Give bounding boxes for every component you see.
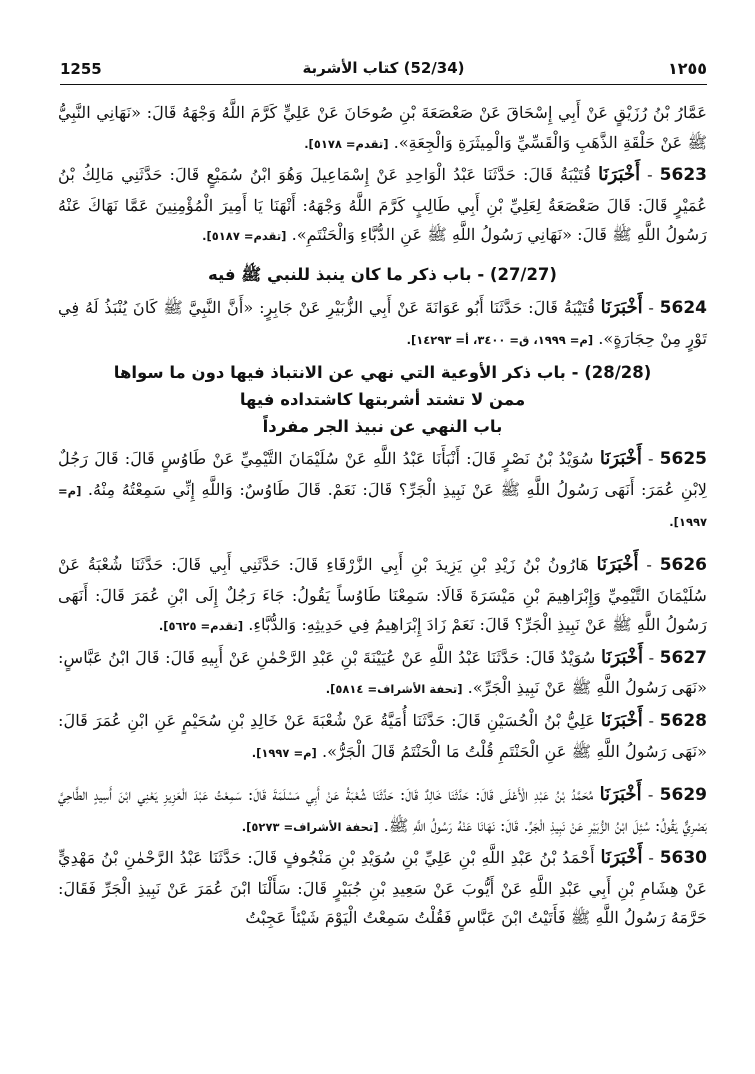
hadith-number: 5623 — [659, 165, 707, 186]
hadith-number: 5625 — [659, 449, 707, 470]
hadith-keyword: أَخْبَرَنَا — [601, 646, 644, 668]
page-number-arabic: ١٢٥٥ — [667, 59, 707, 78]
hadith-text: هَارُونُ بْنُ زَيْدِ بْنِ يَزِيدَ بْنِ أَبِي الزَّرْقَاءِ قَالَ: حَدَّثَنِي أَبِي قَالَ: حَدَّثَنَا شُعْبَةُ عَنْ سُلَيْمَانَ التَّيْمِيِّ وَإِبْرَاهِيمَ بْنِ مَيْسَرَةَ قَالَا: سَمِعْنَا طَاوُساً يَقُولُ: جَاءَ رَجُلٌ إِلَى ابْنِ عُمَرَ قَالَ: أَنَهَى رَسُولُ اللَّهِ ﷺ عَنْ نَبِيذِ الْجَرِّ؟ قَالَ: نَعَمْ زَادَ إِبْرَاهِيمُ فِي حَدِيثِهِ: وَالدُّبَّاءِ. — [58, 554, 707, 635]
hadith-number: 5626 — [659, 554, 708, 575]
hadith-text: عَلِيُّ بْنُ الْحُسَيْنِ قَالَ: حَدَّثَنَا أُمَيَّةُ عَنْ شُعْبَةَ عَنْ خَالِدِ بْنِ سُحَيْمٍ عَنِ ابْنِ عُمَرَ قَالَ: «نَهَى رَسُولُ اللَّهِ ﷺ عَنِ الْحَنْتَمِ قُلْتُ مَا الْحَنْتَمُ قَالَ الْجَرُّ». — [58, 710, 707, 761]
page-header — [60, 52, 707, 85]
hadith-keyword: أَخْبَرَنَا — [598, 164, 641, 186]
hadith-number: 5630 — [659, 848, 708, 869]
hadith-paragraph-5624: 5624 - أَخْبَرَنَا قُتَيْبَةُ قَالَ: حَدَّثَنَا أَبُو عَوَانَةَ عَنْ أَبِي الزُّبَيْرِ عَنْ جَابِرٍ: «أَنَّ النَّبِيَّ ﷺ كَانَ يُنْبَذُ لَهُ فِي تَوْرٍ مِنْ حِجَارَةٍ». [م= ١٩٩٩، ق= ٣٤٠٠، أ= ١٤٢٩٣]. — [58, 296, 707, 348]
chapter-heading-line: (27/27) - باب ذكر ما كان ينبذ للنبي ﷺ فيه — [208, 264, 557, 284]
hadith-text: قُتَيْبَةُ قَالَ: حَدَّثَنَا أَبُو عَوَانَةَ عَنْ أَبِي الزُّبَيْرِ عَنْ جَابِرٍ: «أَنَّ النَّبِيَّ ﷺ كَانَ يُنْبَذُ لَهُ فِي تَوْرٍ مِنْ حِجَارَةٍ». — [58, 297, 707, 348]
reference-note: [م= ١٩٩٧]. — [251, 745, 317, 760]
hadith-text: قُتَيْبَةُ قَالَ: حَدَّثَنَا عَبْدُ الْوَاحِدِ عَنْ إِسْمَاعِيلَ وَهُوَ ابْنُ سُمَيْعٍ قَالَ: حَدَّثَنِي مَالِكُ بْنُ عُمَيْرٍ قَالَ: قَالَ صَعْصَعَةُ لِعَلِيِّ بْنِ أَبِي طَالِبٍ كَرَّمَ اللَّهُ وَجْهَهُ: أَنْهَنَا يَا أَمِيرَ الْمُؤْمِنِينَ عَمَّا نَهَاكَ عَنْهُ رَسُولُ اللَّهِ ﷺ قَالَ: «نَهَانِي رَسُولُ اللَّهِ ﷺ عَنِ الدُّبَّاءِ وَالْحَنْتَمِ». — [58, 165, 707, 245]
hadith-paragraph-5623: 5623 - أَخْبَرَنَا قُتَيْبَةُ قَالَ: حَدَّثَنَا عَبْدُ الْوَاحِدِ عَنْ إِسْمَاعِيلَ وَهُوَ ابْنُ سُمَيْعٍ قَالَ: حَدَّثَنِي مَالِكُ بْنُ عُمَيْرٍ قَالَ: قَالَ صَعْصَعَةُ لِعَلِيِّ بْنِ أَبِي طَالِبٍ كَرَّمَ اللَّهُ وَجْهَهُ: أَنْهَنَا يَا أَمِيرَ الْمُؤْمِنِينَ عَمَّا نَهَاكَ عَنْهُ رَسُولُ اللَّهِ ﷺ قَالَ: «نَهَانِي رَسُولُ اللَّهِ ﷺ عَنِ الدُّبَّاءِ وَالْحَنْتَمِ». [تقدم= ٥١٨٧]. — [58, 164, 707, 245]
reference-note: [تحفة الأشراف= ٥٢٧٣]. — [241, 819, 379, 834]
page-number-latin: 1255 — [60, 60, 102, 78]
hadith-keyword: أَخْبَرَنَا — [600, 296, 643, 318]
reference-note: [م= ١٩٩٩، ق= ٣٤٠٠، أ= ١٤٢٩٣]. — [406, 332, 594, 347]
hadith-paragraph-5625: 5625 - أَخْبَرَنَا سُوَيْدُ بْنُ نَصْرٍ قَالَ: أَنْبَأَنَا عَبْدُ اللَّهِ عَنْ سُلَيْمَانَ التَّيْمِيِّ عَنْ طَاوُسٍ قَالَ: قَالَ رَجُلٌ لِابْنِ عُمَرَ: أَنَهَى رَسُولُ اللَّهِ ﷺ عَنْ نَبِيذِ الْجَرِّ؟ قَالَ: نَعَمْ. قَالَ طَاوُسٌ: وَاللَّهِ إِنِّي سَمِعْتُهُ مِنْهُ. [م= ١٩٩٧]. — [58, 448, 707, 530]
chapter-heading-line: ممن لا تشتد أشربتها كاشتداده فيها — [239, 390, 526, 410]
hadith-text-body — [58, 98, 707, 933]
hadith-number: 5627 — [659, 647, 707, 668]
hadith-number: 5628 — [659, 710, 707, 731]
hadith-paragraph-5628: 5628 - أَخْبَرَنَا عَلِيُّ بْنُ الْحُسَيْنِ قَالَ: حَدَّثَنَا أُمَيَّةُ عَنْ شُعْبَةَ عَنْ خَالِدِ بْنِ سُحَيْمٍ عَنِ ابْنِ عُمَرَ قَالَ: «نَهَى رَسُولُ اللَّهِ ﷺ عَنِ الْحَنْتَمِ قُلْتُ مَا الْحَنْتَمُ قَالَ الْجَرُّ». [م= ١٩٩٧]. — [58, 709, 707, 761]
hadith-paragraph-5626: 5626 - أَخْبَرَنَا هَارُونُ بْنُ زَيْدِ بْنِ يَزِيدَ بْنِ أَبِي الزَّرْقَاءِ قَالَ: حَدَّثَنِي أَبِي قَالَ: حَدَّثَنَا شُعْبَةُ عَنْ سُلَيْمَانَ التَّيْمِيِّ وَإِبْرَاهِيمَ بْنِ مَيْسَرَةَ قَالَا: سَمِعْنَا طَاوُساً يَقُولُ: جَاءَ رَجُلٌ إِلَى ابْنِ عُمَرَ قَالَ: أَنَهَى رَسُولُ اللَّهِ ﷺ عَنْ نَبِيذِ الْجَرِّ؟ قَالَ: نَعَمْ زَادَ إِبْرَاهِيمُ فِي حَدِيثِهِ: وَالدُّبَّاءِ. [تقدم= ٥٦٢٥]. — [58, 553, 708, 635]
hadith-keyword: أَخْبَرَنَا — [600, 709, 643, 731]
hadith-paragraph-5629: 5629 - أَخْبَرَنَا مُحَمَّدُ بْنُ عَبْدِ الْأَعْلَى قَالَ: حَدَّثَنَا خَالِدٌ قَالَ: حَدَّثَنَا شُعْبَةُ عَنْ أَبِي مَسْلَمَةَ قَالَ: سَمِعْتُ عَبْدَ الْعَزِيزِ يَعْنِي ابْنَ أَسِيدٍ الطَّاحِيَّ بَصْرِيٌّ يَقُولُ: سُئِلَ ابْنُ الزُّبَيْرِ عَنْ نَبِيذِ الْجَرِّ. قَالَ: نَهَانَا عَنْهُ رَسُولُ اللَّهِ ﷺ. [تحفة الأشراف= ٥٢٧٣]. — [58, 784, 707, 835]
running-title: (52/34) كتاب الأشربة — [302, 59, 465, 77]
reference-note: [تقدم= ٥١٧٨]. — [304, 136, 389, 151]
hadith-keyword: أَخْبَرَنَا — [599, 448, 642, 470]
hadith-number: 5624 — [659, 297, 707, 318]
hadith-text: مُحَمَّدُ بْنُ عَبْدِ الْأَعْلَى قَالَ: حَدَّثَنَا خَالِدٌ قَالَ: حَدَّثَنَا شُعْبَةُ عَنْ أَبِي مَسْلَمَةَ قَالَ: سَمِعْتُ عَبْدَ الْعَزِيزِ يَعْنِي ابْنَ أَسِيدٍ الطَّاحِيَّ بَصْرِيٌّ يَقُولُ: سُئِلَ ابْنُ الزُّبَيْرِ عَنْ نَبِيذِ الْجَرِّ. قَالَ: نَهَانَا عَنْهُ رَسُولُ اللَّهِ ﷺ. — [58, 785, 707, 835]
chapter-heading-line: (28/28) - باب ذكر الأوعية التي نهي عن الانتباذ فيها دون ما سواها — [113, 363, 652, 383]
reference-note: [تقدم= ٥١٨٧]. — [202, 229, 287, 244]
hadith-paragraph-continued — [58, 98, 707, 159]
hadith-keyword: أَخْبَرَنَا — [599, 784, 642, 806]
reference-note: [تحفة الأشراف= ٥٨١٤]. — [325, 682, 463, 697]
reference-note: [تقدم= ٥٦٢٥]. — [158, 619, 244, 634]
hadith-text: أَحْمَدُ بْنُ عَبْدِ اللَّهِ بْنِ عَلِيِّ بْنِ سُوَيْدِ بْنِ مَنْجُوفٍ قَالَ: حَدَّثَنَا عَبْدُ الرَّحْمٰنِ بْنُ مَهْدِيٍّ عَنْ هِشَامِ بْنِ أَبِي عَبْدِ اللَّهِ عَنْ أَيُّوبَ عَنْ سَعِيدِ بْنِ جُبَيْرٍ قَالَ: سَأَلْنَا ابْنَ عُمَرَ عَنْ نَبِيذِ الْجَرِّ فَقَالَ: حَرَّمَهُ رَسُولُ اللَّهِ ﷺ فَأَتَيْتُ ابْنَ عَبَّاسٍ فَقُلْتُ سَمِعْتُ الْيَوْمَ شَيْئاً عَجِبْتُ — [58, 848, 707, 928]
hadith-paragraph-5627: 5627 - أَخْبَرَنَا سُوَيْدٌ قَالَ: حَدَّثَنَا عَبْدُ اللَّهِ عَنْ عُيَيْنَةَ بْنِ عَبْدِ الرَّحْمٰنِ عَنْ أَبِيهِ قَالَ: قَالَ ابْنُ عَبَّاسٍ: «نَهَى رَسُولُ اللَّهِ ﷺ عَنْ نَبِيذِ الْجَرِّ». [تحفة الأشراف= ٥٨١٤]. — [58, 646, 707, 698]
hadith-keyword: أَخْبَرَنَا — [596, 553, 639, 575]
hadith-text: سُوَيْدٌ قَالَ: حَدَّثَنَا عَبْدُ اللَّهِ عَنْ عُيَيْنَةَ بْنِ عَبْدِ الرَّحْمٰنِ عَنْ أَبِيهِ قَالَ: قَالَ ابْنُ عَبَّاسٍ: «نَهَى رَسُولُ اللَّهِ ﷺ عَنْ نَبِيذِ الْجَرِّ». — [58, 647, 707, 698]
hadith-keyword: أَخْبَرَنَا — [600, 847, 643, 869]
hadith-paragraph-5630: 5630 - أَخْبَرَنَا أَحْمَدُ بْنُ عَبْدِ اللَّهِ بْنِ عَلِيِّ بْنِ سُوَيْدِ بْنِ مَنْجُوفٍ قَالَ: حَدَّثَنَا عَبْدُ الرَّحْمٰنِ بْنُ مَهْدِيٍّ عَنْ هِشَامِ بْنِ أَبِي عَبْدِ اللَّهِ عَنْ أَيُّوبَ عَنْ سَعِيدِ بْنِ جُبَيْرٍ قَالَ: سَأَلْنَا ابْنَ عُمَرَ عَنْ نَبِيذِ الْجَرِّ فَقَالَ: حَرَّمَهُ رَسُولُ اللَّهِ ﷺ فَأَتَيْتُ ابْنَ عَبَّاسٍ فَقُلْتُ سَمِعْتُ الْيَوْمَ شَيْئاً عَجِبْتُ — [58, 847, 708, 928]
chapter-heading-27 — [58, 260, 707, 289]
hadith-number: 5629 — [659, 785, 707, 806]
chapter-subheading-line: باب النهي عن نبيذ الجر مفرداً — [262, 417, 503, 437]
hadith-text: عَمَّارُ بْنُ رُزَيْقٍ عَنْ أَبِي إِسْحَاقَ عَنْ صَعْصَعَةَ بْنِ صُوحَانَ عَنْ عَلِيٍّ كَرَّمَ اللَّهُ وَجْهَهُ قَالَ: «نَهَانِي النَّبِيُّ ﷺ عَنْ حَلْقَةِ الذَّهَبِ وَالْقَسِّيِّ وَالْمِيثَرَةِ وَالْجِعَةِ». — [58, 103, 707, 152]
chapter-heading-28 — [58, 359, 707, 440]
hadith-text: سُوَيْدُ بْنُ نَصْرٍ قَالَ: أَنْبَأَنَا عَبْدُ اللَّهِ عَنْ سُلَيْمَانَ التَّيْمِيِّ عَنْ طَاوُسٍ قَالَ: قَالَ رَجُلٌ لِابْنِ عُمَرَ: أَنَهَى رَسُولُ اللَّهِ ﷺ عَنْ نَبِيذِ الْجَرِّ؟ قَالَ: نَعَمْ. قَالَ طَاوُسٌ: وَاللَّهِ إِنِّي سَمِعْتُهُ مِنْهُ. — [58, 449, 707, 499]
reference-note: [م= ١٩٩٧]. — [58, 483, 707, 530]
